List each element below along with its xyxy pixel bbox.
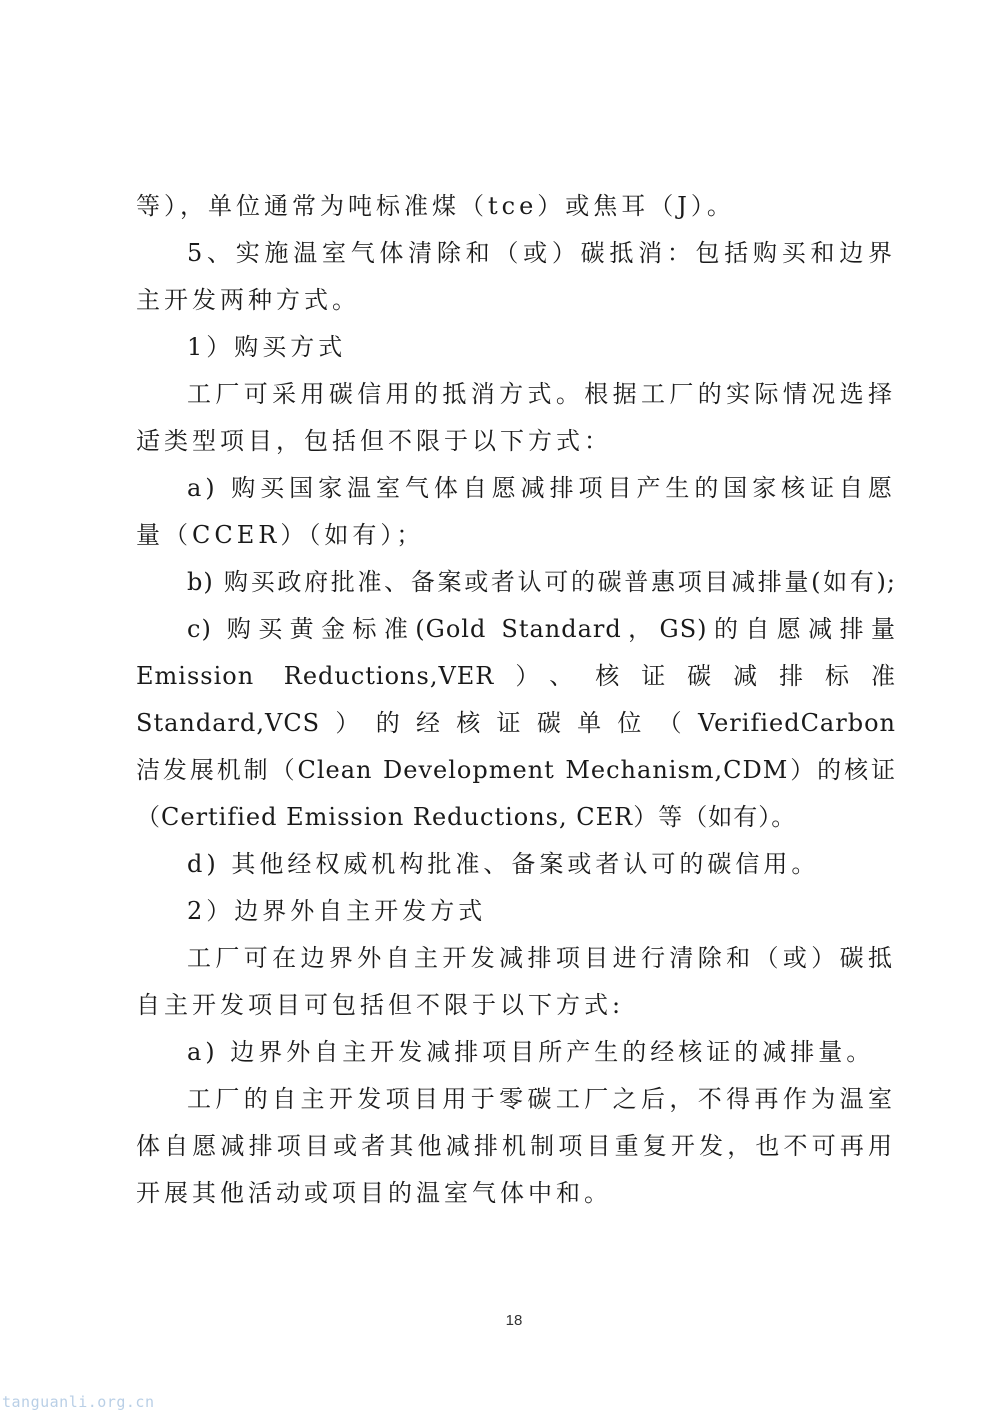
list-item-b: b) 购买政府批准、备案或者认可的碳普惠项目减排量(如有); <box>187 568 896 596</box>
paragraph-line: 开展其他活动或项目的温室气体中和。 <box>136 1179 612 1207</box>
paragraph-line: 工厂可在边界外自主开发减排项目进行清除和（或）碳抵 <box>187 944 896 972</box>
paragraph-line: 适类型项目，包括但不限于以下方式： <box>136 427 612 455</box>
paragraph-line: 主开发两种方式。 <box>136 286 360 314</box>
list-item-a: a) 边界外自主开发减排项目所产生的经核证的减排量。 <box>187 1038 875 1066</box>
list-item-a: a) 购买国家温室气体自愿减排项目产生的国家核证自愿 <box>187 474 896 502</box>
section-heading: 2）边界外自主开发方式 <box>187 897 487 925</box>
paragraph-line: 量（CCER）（如有）； <box>136 521 425 549</box>
paragraph-line: 自主开发项目可包括但不限于以下方式: <box>136 991 625 1019</box>
list-item-c: c) 购买黄金标准(Gold Standard，GS)的自愿减排量 <box>187 615 896 643</box>
paragraph-line: 体自愿减排项目或者其他减排机制项目重复开发，也不可再用 <box>136 1132 896 1160</box>
paragraph-line: 5、实施温室气体清除和（或）碳抵消：包括购买和边界 <box>187 239 896 267</box>
paragraph-line: 工厂可采用碳信用的抵消方式。根据工厂的实际情况选择 <box>187 380 896 408</box>
paragraph-line: 等），单位通常为吨标准煤（tce）或焦耳（J）。 <box>136 192 735 220</box>
paragraph-line: （Certified Emission Reductions, CER）等（如有）。 <box>136 803 797 831</box>
page-number: 18 <box>505 1312 523 1329</box>
watermark: tanguanli.org.cn <box>2 1393 155 1411</box>
paragraph-line: Emission Reductions,VER）、核证碳减排标准 <box>136 662 896 690</box>
paragraph-line: Standard,VCS）的经核证碳单位（VerifiedCarbon <box>136 709 896 737</box>
paragraph-line: 洁发展机制（Clean Development Mechanism,CDM）的核证 <box>136 756 896 784</box>
section-heading: 1）购买方式 <box>187 333 347 361</box>
list-item-d: d) 其他经权威机构批准、备案或者认可的碳信用。 <box>187 850 820 878</box>
paragraph-line: 工厂的自主开发项目用于零碳工厂之后，不得再作为温室 <box>187 1085 896 1113</box>
